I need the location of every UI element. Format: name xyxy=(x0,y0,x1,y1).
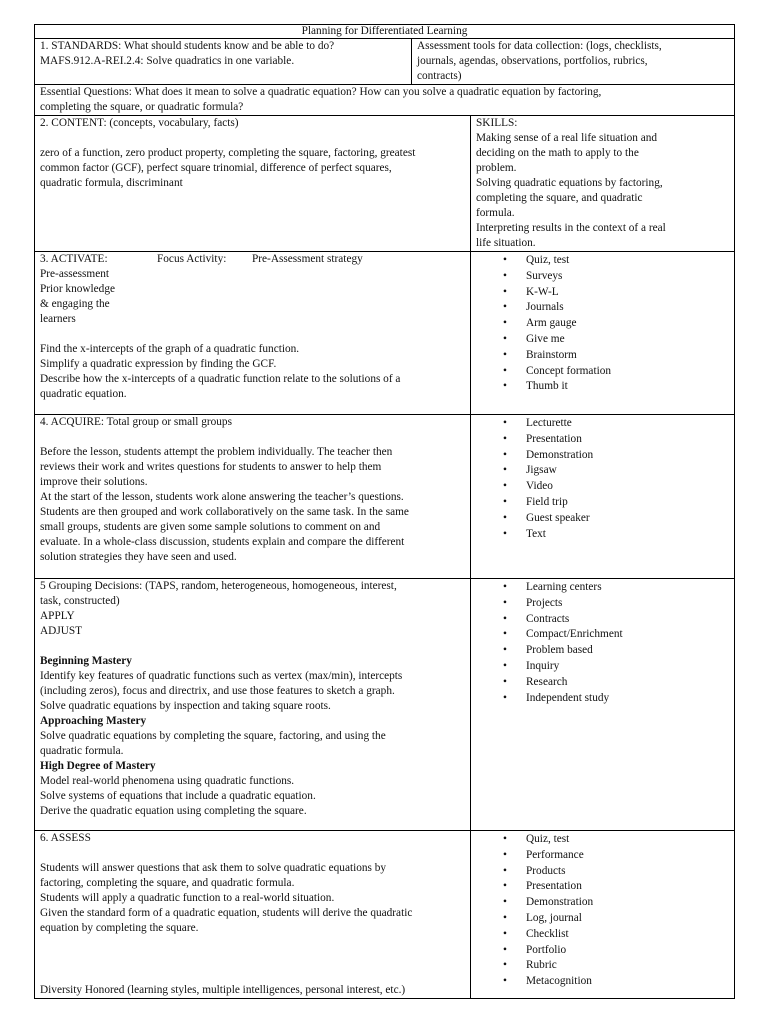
activate-options-list xyxy=(476,252,732,395)
list-item: • Field trip xyxy=(476,495,732,511)
assess-heading: 6. ASSESS xyxy=(40,832,91,844)
content-row xyxy=(35,116,735,252)
skills-line: Making sense of a real life situation and xyxy=(476,132,658,144)
list-item: • Text xyxy=(476,527,732,543)
list-item: • Performance xyxy=(476,848,732,864)
essential-questions-cell xyxy=(35,85,735,116)
assessment-tools-line: contracts) xyxy=(417,70,462,82)
list-item: • Quiz, test xyxy=(476,253,732,269)
approaching-line: Solve quadratic equations by completing the square, factoring, and using the xyxy=(40,730,386,742)
list-item: • Lecturette xyxy=(476,416,732,432)
standards-code: MAFS.912.A-REI.2.4: Solve quadratics in one variable. xyxy=(40,55,295,67)
assessment-tools-cell xyxy=(412,39,735,85)
skills-line: formula. xyxy=(476,207,515,219)
activate-header xyxy=(40,252,468,267)
grouping-cell xyxy=(35,579,471,831)
adjust-label: ADJUST xyxy=(40,625,83,637)
list-item: • Concept formation xyxy=(476,364,732,380)
assessment-tools-line: journals, agendas, observations, portfolios, rubrics, xyxy=(417,55,648,67)
list-item: • Contracts xyxy=(476,612,732,628)
assess-line: Given the standard form of a quadratic equation, students will derive the quadratic xyxy=(40,907,413,919)
list-item: • Checklist xyxy=(476,927,732,943)
acquire-heading: 4. ACQUIRE: Total group or small groups xyxy=(40,416,232,428)
assess-options-cell xyxy=(471,831,735,999)
list-item: • Learning centers xyxy=(476,580,732,596)
list-item: • Problem based xyxy=(476,643,732,659)
assess-row xyxy=(35,831,735,999)
planning-form xyxy=(34,24,734,999)
high-line: Model real-world phenomena using quadratic functions. xyxy=(40,775,295,787)
list-item: • Video xyxy=(476,479,732,495)
list-item: • Metacognition xyxy=(476,974,732,990)
acquire-line: evaluate. In a whole-class discussion, students explain and compare the different xyxy=(40,536,405,548)
acquire-line: improve their solutions. xyxy=(40,476,148,488)
beginning-line: Identify key features of quadratic functions such as vertex (max/min), intercepts xyxy=(40,670,403,682)
strategy-label: Pre-Assessment strategy xyxy=(252,253,363,265)
activate-options-cell xyxy=(471,252,735,415)
activate-heading: 3. ACTIVATE: xyxy=(40,253,108,265)
list-item: • Demonstration xyxy=(476,448,732,464)
list-item: • Give me xyxy=(476,332,732,348)
beginning-line: Solve quadratic equations by inspection and taking square roots. xyxy=(40,700,331,712)
activate-label: learners xyxy=(40,313,76,325)
content-line: zero of a function, zero product property, completing the square, factoring, greatest xyxy=(40,147,416,159)
list-item: • Presentation xyxy=(476,432,732,448)
grouping-options-list xyxy=(476,579,732,706)
beginning-mastery-heading: Beginning Mastery xyxy=(40,655,132,667)
list-item: • Surveys xyxy=(476,269,732,285)
list-item: • Demonstration xyxy=(476,895,732,911)
list-item: • Presentation xyxy=(476,879,732,895)
content-line: common factor (GCF), perfect square trinomial, difference of perfect squares, xyxy=(40,162,392,174)
list-item: • Arm gauge xyxy=(476,316,732,332)
activate-task: quadratic equation. xyxy=(40,388,127,400)
diversity-honored: Diversity Honored (learning styles, multiple intelligences, personal interest, etc.) xyxy=(40,984,406,996)
list-item: • Jigsaw xyxy=(476,463,732,479)
list-item: • Log, journal xyxy=(476,911,732,927)
acquire-options-list xyxy=(476,415,732,542)
essential-questions-line: Essential Questions: What does it mean to solve a quadratic equation? How can you solve a quadratic equation by factoring, xyxy=(40,86,602,98)
list-item: • Brainstorm xyxy=(476,348,732,364)
acquire-line: Before the lesson, students attempt the problem individually. The teacher then xyxy=(40,446,393,458)
skills-line: Interpreting results in the context of a real xyxy=(476,222,666,234)
acquire-options-cell xyxy=(471,415,735,579)
acquire-line: reviews their work and writes questions for students to answer to help them xyxy=(40,461,382,473)
activate-task: Describe how the x-intercepts of a quadratic function relate to the solutions of a xyxy=(40,373,401,385)
acquire-line: Students are then grouped and work collaboratively on the same task. In the same xyxy=(40,506,409,518)
activate-task: Simplify a quadratic expression by finding the GCF. xyxy=(40,358,277,370)
standards-heading: 1. STANDARDS: What should students know and be able to do? xyxy=(40,40,335,52)
assess-line: Students will answer questions that ask them to solve quadratic equations by xyxy=(40,862,387,874)
skills-heading: SKILLS: xyxy=(476,117,518,129)
essential-questions-row xyxy=(35,85,735,116)
skills-cell xyxy=(471,116,735,252)
standards-row xyxy=(35,39,735,85)
high-line: Derive the quadratic equation using completing the square. xyxy=(40,805,307,817)
planning-table xyxy=(34,24,735,999)
activate-task: Find the x-intercepts of the graph of a quadratic function. xyxy=(40,343,300,355)
list-item: • Inquiry xyxy=(476,659,732,675)
activate-cell xyxy=(35,252,471,415)
title-row xyxy=(35,25,735,39)
assess-line: equation by completing the square. xyxy=(40,922,199,934)
approaching-line: quadratic formula. xyxy=(40,745,124,757)
focus-activity-label: Focus Activity: xyxy=(157,253,227,265)
content-heading: 2. CONTENT: (concepts, vocabulary, facts) xyxy=(40,117,239,129)
content-cell xyxy=(35,116,471,252)
list-item: • Compact/Enrichment xyxy=(476,627,732,643)
grouping-row xyxy=(35,579,735,831)
acquire-cell xyxy=(35,415,471,579)
list-item: • Quiz, test xyxy=(476,832,732,848)
assessment-tools-line: Assessment tools for data collection: (logs, checklists, xyxy=(417,40,662,52)
skills-line: completing the square, and quadratic xyxy=(476,192,643,204)
assess-cell xyxy=(35,831,471,999)
approaching-mastery-heading: Approaching Mastery xyxy=(40,715,147,727)
assess-options-list xyxy=(476,831,732,990)
acquire-line: At the start of the lesson, students work alone answering the teacher’s questions. xyxy=(40,491,404,503)
list-item: • Independent study xyxy=(476,691,732,707)
content-line: quadratic formula, discriminant xyxy=(40,177,183,189)
assess-line: factoring, completing the square, and quadratic formula. xyxy=(40,877,295,889)
acquire-row xyxy=(35,415,735,579)
high-mastery-heading: High Degree of Mastery xyxy=(40,760,156,772)
standards-cell xyxy=(35,39,412,85)
grouping-options-cell xyxy=(471,579,735,831)
high-line: Solve systems of equations that include a quadratic equation. xyxy=(40,790,316,802)
assess-line: Students will apply a quadratic function to a real-world situation. xyxy=(40,892,335,904)
grouping-heading: 5 Grouping Decisions: (TAPS, random, heterogeneous, homogeneous, interest, xyxy=(40,580,397,592)
list-item: • Research xyxy=(476,675,732,691)
list-item: • Portfolio xyxy=(476,943,732,959)
activate-label: & engaging the xyxy=(40,298,110,310)
skills-line: life situation. xyxy=(476,237,536,249)
skills-line: deciding on the math to apply to the xyxy=(476,147,639,159)
beginning-line: (including zeros), focus and directrix, and use those features to sketch a graph. xyxy=(40,685,395,697)
grouping-heading: task, constructed) xyxy=(40,595,120,607)
activate-row xyxy=(35,252,735,415)
apply-label: APPLY xyxy=(40,610,75,622)
document-title: Planning for Differentiated Learning xyxy=(35,25,735,39)
list-item: • Products xyxy=(476,864,732,880)
acquire-line: solution strategies they have seen and used. xyxy=(40,551,237,563)
list-item: • Rubric xyxy=(476,958,732,974)
list-item: • Guest speaker xyxy=(476,511,732,527)
skills-line: problem. xyxy=(476,162,517,174)
activate-label: Prior knowledge xyxy=(40,283,115,295)
essential-questions-line: completing the square, or quadratic formula? xyxy=(40,101,244,113)
activate-label: Pre-assessment xyxy=(40,268,110,280)
list-item: • Projects xyxy=(476,596,732,612)
list-item: • Thumb it xyxy=(476,379,732,395)
list-item: • Journals xyxy=(476,300,732,316)
skills-line: Solving quadratic equations by factoring, xyxy=(476,177,663,189)
acquire-line: small groups, students are given some sample solutions to comment on and xyxy=(40,521,381,533)
list-item: • K-W-L xyxy=(476,285,732,301)
